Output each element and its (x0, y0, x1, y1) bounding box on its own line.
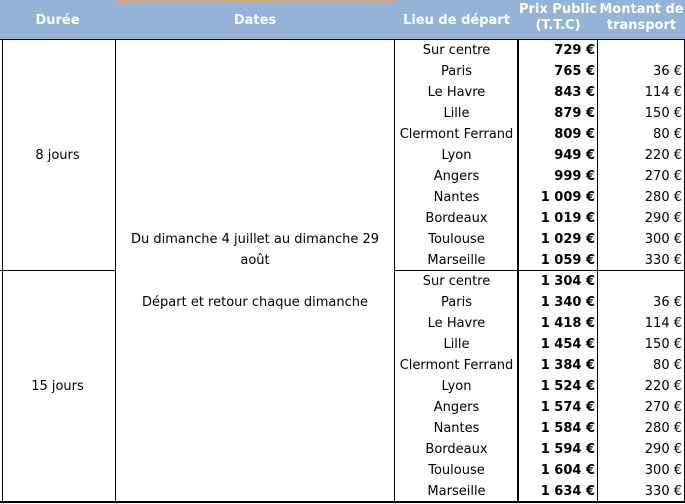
lieu-cell: Le Havre (427, 316, 486, 331)
transport-cell: 36 € (653, 295, 682, 310)
header-prix: Prix Public (T.T.C) (518, 0, 598, 40)
lieu-cell: Nantes (433, 190, 480, 205)
transport-cell: 36 € (653, 64, 682, 79)
prix-cell: 1 574 € (540, 400, 595, 415)
header-lieu: Lieu de départ (395, 0, 518, 40)
prix-cell: 1 454 € (540, 337, 595, 352)
grid-line-bottom (0, 501, 685, 503)
prix-cell: 1 594 € (540, 442, 595, 457)
grid-line-header-bottom (0, 39, 685, 40)
lieu-cell: Lille (443, 106, 470, 121)
prix-cell: 879 € (554, 106, 595, 121)
transport-cell: 150 € (644, 337, 682, 352)
grid-line-group-divider (395, 270, 685, 271)
prix-cell: 1 634 € (540, 484, 595, 499)
transport-cell: 270 € (644, 169, 682, 184)
duree-8-jours: 8 jours (35, 148, 80, 163)
grid-line-group-divider (0, 270, 115, 271)
lieu-cell: Lyon (441, 148, 472, 163)
lieu-cell: Marseille (427, 253, 486, 268)
prix-cell: 1 009 € (540, 190, 595, 205)
prix-cell: 1 340 € (540, 295, 595, 310)
prix-cell: 1 604 € (540, 463, 595, 478)
prix-cell: 1 304 € (540, 274, 595, 289)
prix-cell: 1 059 € (540, 253, 595, 268)
transport-cell: 114 € (644, 316, 682, 331)
transport-cell: 330 € (644, 484, 682, 499)
transport-cell: 290 € (644, 442, 682, 457)
duree-15-jours: 15 jours (31, 379, 84, 394)
prix-cell: 729 € (554, 43, 595, 58)
transport-cell: 220 € (644, 379, 682, 394)
dates-line-1: Du dimanche 4 juillet au dimanche 29 (130, 232, 380, 247)
grid-line-col (517, 39, 519, 503)
lieu-cell: Paris (441, 295, 472, 310)
lieu-cell: Sur centre (422, 43, 491, 58)
lieu-cell: Sur centre (422, 274, 491, 289)
prix-cell: 949 € (554, 148, 595, 163)
grid-line-col (115, 39, 116, 503)
transport-cell: 80 € (653, 127, 682, 142)
prix-cell: 1 029 € (540, 232, 595, 247)
prix-cell: 1 418 € (540, 316, 595, 331)
lieu-cell: Nantes (433, 421, 480, 436)
header-dates: Dates (115, 0, 395, 40)
prix-cell: 999 € (554, 169, 595, 184)
transport-cell: 220 € (644, 148, 682, 163)
transport-cell: 114 € (644, 85, 682, 100)
header-accent-line (115, 0, 395, 2)
lieu-cell: Lyon (441, 379, 472, 394)
header-duree: Durée (0, 0, 115, 40)
grid-line-col (597, 39, 598, 503)
lieu-cell: Paris (441, 64, 472, 79)
prix-cell: 809 € (554, 127, 595, 142)
transport-cell (598, 271, 685, 292)
lieu-cell: Toulouse (428, 463, 485, 478)
dates-line-2: août (240, 253, 270, 268)
transport-cell: 280 € (644, 190, 682, 205)
dates-cell (115, 229, 395, 329)
lieu-cell: Clermont Ferrand (399, 358, 514, 373)
prix-cell: 1 524 € (540, 379, 595, 394)
lieu-cell: Le Havre (427, 85, 486, 100)
grid-line-left (2, 39, 3, 503)
lieu-cell: Bordeaux (425, 211, 488, 226)
prix-cell: 843 € (554, 85, 595, 100)
prix-cell: 1 384 € (540, 358, 595, 373)
transport-cell: 290 € (644, 211, 682, 226)
lieu-cell: Marseille (427, 484, 486, 499)
prix-cell: 765 € (554, 64, 595, 79)
prix-cell: 1 019 € (540, 211, 595, 226)
lieu-cell: Angers (433, 169, 480, 184)
transport-cell: 150 € (644, 106, 682, 121)
transport-cell: 300 € (644, 232, 682, 247)
dates-line-3: Départ et retour chaque dimanche (142, 295, 368, 310)
header-transport: Montant de transport (598, 0, 685, 40)
lieu-cell: Toulouse (428, 232, 485, 247)
lieu-cell: Bordeaux (425, 442, 488, 457)
transport-cell: 280 € (644, 421, 682, 436)
grid-line-col (394, 39, 395, 503)
transport-cell: 80 € (653, 358, 682, 373)
transport-cell (598, 40, 685, 61)
transport-cell: 330 € (644, 253, 682, 268)
lieu-cell: Clermont Ferrand (399, 127, 514, 142)
transport-cell: 270 € (644, 400, 682, 415)
lieu-cell: Lille (443, 337, 470, 352)
prix-cell: 1 584 € (540, 421, 595, 436)
transport-cell: 300 € (644, 463, 682, 478)
lieu-cell: Angers (433, 400, 480, 415)
